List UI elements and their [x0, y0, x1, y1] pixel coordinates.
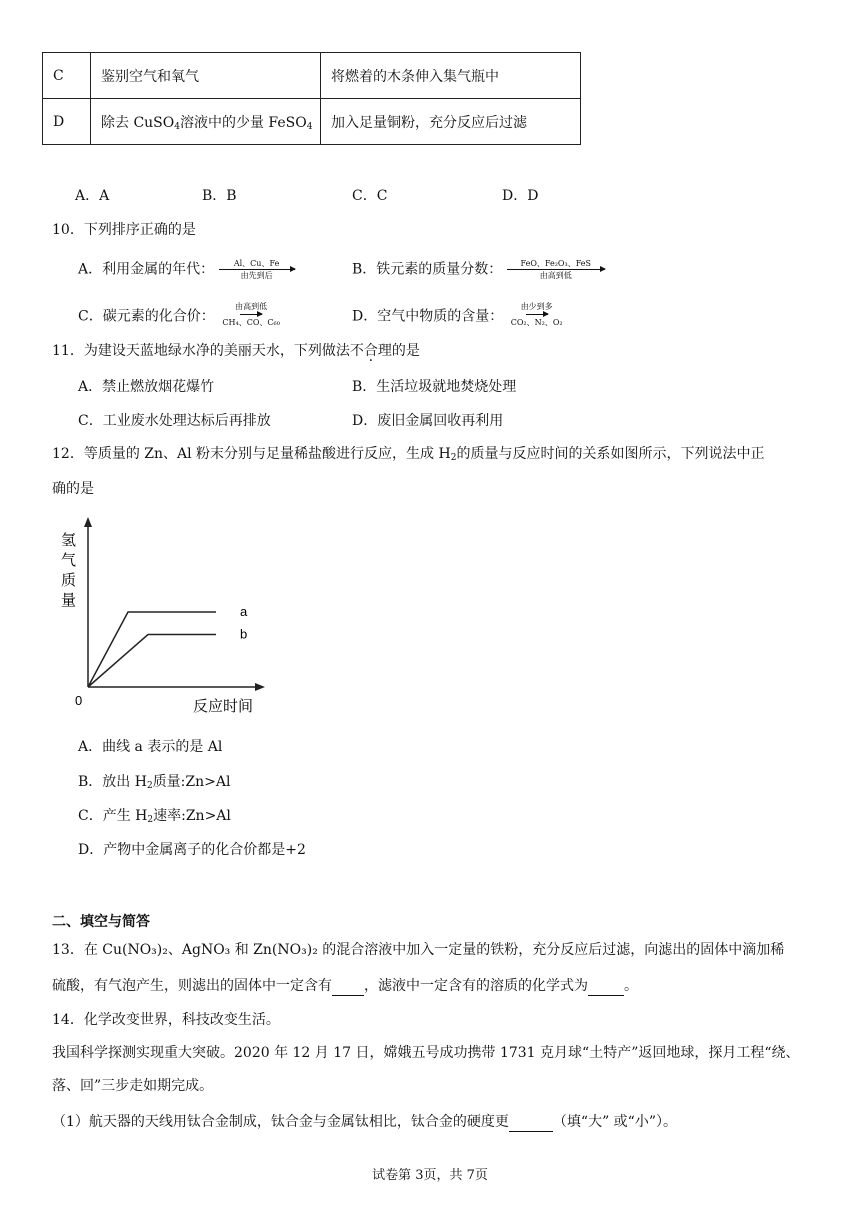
q11-option-c: C．工业废水处理达标后再排放: [78, 413, 271, 429]
table-row: [43, 53, 581, 99]
question-14-paragraph-line1: 我国科学探测实现重大突破。2020 年 12 月 17 日，嫦娥五号成功携带 1731 克月球“土特产”返回地球，探月工程“绕、: [52, 1045, 800, 1061]
table-row: [43, 99, 581, 145]
question-11-stem: [52, 341, 420, 361]
question-12-stem-line1: [52, 444, 764, 468]
hydrogen-mass-chart: [55, 515, 275, 720]
choice-a: A．A: [75, 188, 110, 204]
series-a-label: a: [240, 604, 248, 619]
order-arrow: [219, 259, 295, 280]
option-label: D．空气中物质的含量：: [352, 308, 504, 325]
q12-option-c: [78, 806, 231, 830]
table-cell-method: 将燃着的木条伸入集气瓶中: [321, 53, 581, 99]
emphasis-text: 不合理: [349, 343, 392, 359]
y-axis-label-char: 量: [61, 592, 77, 609]
arrow-bottom-text: CO₂、N₂、O₂: [510, 318, 563, 327]
choice-c: C．C: [352, 188, 388, 204]
q11-option-d: D．废旧金属回收再利用: [352, 413, 504, 429]
origin-label: 0: [75, 693, 83, 708]
subscript: 2: [146, 781, 153, 791]
q10-option-d: [352, 304, 566, 329]
question-10-stem: 10．下列排序正确的是: [52, 222, 196, 238]
option-label: A．利用金属的年代：: [78, 261, 215, 278]
y-axis-label-char: 气: [61, 552, 77, 569]
text: 速率:Zn>Al: [153, 808, 231, 824]
question-14-stem: 14．化学改变世界，科技改变生活。: [52, 1012, 280, 1028]
choice-d: D．D: [502, 188, 539, 204]
text: 的是: [391, 343, 420, 359]
text: 。: [624, 978, 638, 994]
q11-option-b: B．生活垃圾就地焚烧处理: [352, 379, 517, 395]
text: 硫酸，有气泡产生，则滤出的固体中一定含有: [52, 978, 332, 994]
series-b-line: [88, 635, 216, 688]
q10-option-b: [352, 259, 605, 280]
options-table: [42, 52, 581, 145]
answer-blank[interactable]: [588, 975, 624, 996]
text: 除去 CuSO: [101, 114, 175, 131]
subscript: 4: [174, 121, 180, 132]
subscript: 2: [450, 453, 457, 463]
text: ，滤液中一定含有的溶质的化学式为: [364, 978, 588, 994]
question-14-sub1: [52, 1111, 677, 1132]
y-axis-arrow-icon: [84, 517, 92, 527]
text: B．放出 H: [78, 774, 147, 790]
arrow-bottom-text: 由先到后: [240, 271, 273, 280]
series-b-label: b: [240, 626, 248, 642]
question-13-line2: [52, 975, 638, 996]
arrow-icon: [219, 269, 295, 270]
q10-option-a: [78, 259, 295, 280]
question-12-stem-line2: 确的是: [52, 481, 94, 497]
arrow-icon: [240, 314, 262, 315]
arrow-top-text: 由少到多: [520, 302, 553, 311]
text: 溶液中的少量 FeSO: [179, 114, 307, 131]
arrow-icon: [526, 314, 548, 315]
option-label: C．碳元素的化合价：: [78, 308, 215, 325]
q12-option-a: A．曲线 a 表示的是 Al: [78, 739, 223, 755]
table-cell-method: 加入足量铜粉，充分反应后过滤: [321, 99, 581, 145]
order-arrow: [508, 302, 566, 327]
text: 12．等质量的 Zn、Al 粉末分别与足量稀盐酸进行反应，生成 H: [52, 446, 451, 462]
text: 11．为建设天蓝地绿水净的美丽天水，下列做法: [52, 343, 350, 359]
arrow-bottom-text: CH₄、CO、C₆₀: [222, 318, 280, 327]
series-a-line: [88, 612, 216, 687]
text: （填“大” 或“小”）。: [552, 1114, 677, 1130]
x-axis-label: 反应时间: [193, 698, 254, 715]
question-13-line1: 13．在 Cu(NO₃)₂、AgNO₃ 和 Zn(NO₃)₂ 的混合溶液中加入一定量的铁粉，充分反应后过滤，向滤出的固体中滴加稀: [52, 942, 785, 958]
q11-option-a: A．禁止燃放烟花爆竹: [78, 379, 215, 395]
table-cell-option: D: [43, 99, 91, 145]
q12-option-b: [78, 772, 230, 796]
q10-option-c: [78, 304, 283, 329]
subscript: 4: [306, 121, 313, 132]
text: （1）航天器的天线用钛合金制成，钛合金与金属钛相比，钛合金的硬度更: [52, 1114, 509, 1130]
table-cell-purpose: [91, 99, 321, 145]
question-14-paragraph-line2: 落、回”三步走如期完成。: [52, 1078, 214, 1094]
arrow-icon: [507, 269, 605, 270]
subscript: 2: [147, 815, 154, 825]
choice-b: B．B: [202, 188, 237, 204]
arrow-top-text: FeO、Fe₂O₃、FeS: [520, 259, 592, 268]
x-axis-arrow-icon: [255, 683, 265, 691]
table-cell-option: C: [43, 53, 91, 99]
answer-blank[interactable]: [509, 1111, 553, 1132]
option-label: B．铁元素的质量分数：: [352, 261, 503, 278]
order-arrow: [507, 259, 605, 280]
text: C．产生 H: [78, 808, 148, 824]
arrow-top-text: 由高到低: [235, 302, 268, 311]
table-cell-purpose: 鉴别空气和氧气: [91, 53, 321, 99]
page-footer: 试卷第 3页，共 7页: [372, 1168, 488, 1183]
text: 的质量与反应时间的关系如图所示，下列说法中正: [456, 446, 765, 462]
arrow-bottom-text: 由高到低: [539, 271, 572, 280]
y-axis-label-char: 质: [61, 572, 77, 589]
q12-option-d: D．产物中金属离子的化合价都是+2: [78, 842, 306, 858]
section-title: 二、填空与简答: [52, 914, 150, 930]
answer-blank[interactable]: [332, 975, 364, 996]
order-arrow: [219, 302, 283, 327]
y-axis-label-char: 氢: [61, 532, 77, 549]
text: 质量:Zn>Al: [152, 774, 231, 790]
arrow-top-text: Al、Cu、Fe: [233, 259, 280, 268]
